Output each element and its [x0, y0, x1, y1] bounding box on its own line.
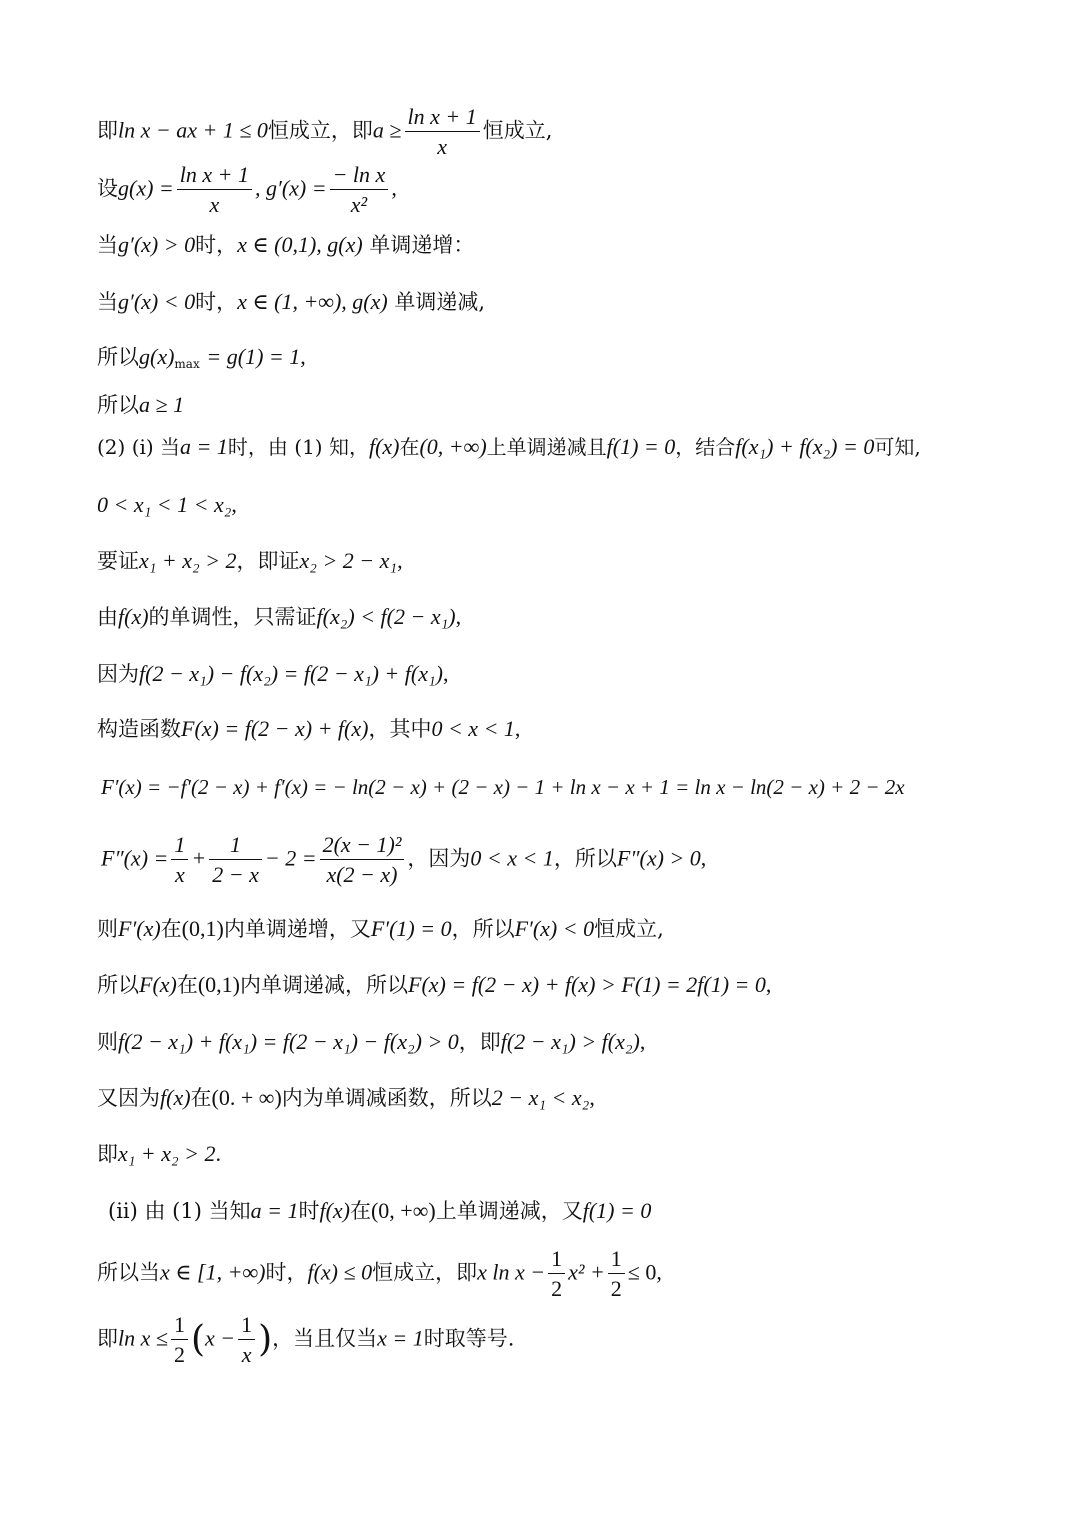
fraction [209, 832, 262, 888]
text: . [215, 1141, 222, 1166]
text: 时取等号. [423, 1326, 515, 1351]
text: 恒成立，即 [267, 118, 373, 143]
fraction [171, 832, 188, 888]
math: x ∈ (0,1), g(x) [237, 232, 363, 257]
math: ln x ≤ [118, 1325, 168, 1351]
text: 由 [97, 605, 118, 629]
subscript: max [174, 357, 200, 371]
text: ，当且仅当 [272, 1326, 378, 1351]
math: a ≥ [372, 117, 402, 143]
text: ，因为 [407, 846, 471, 871]
denominator: 2 [610, 1276, 622, 1302]
line-9 [97, 550, 403, 572]
math: (0,1) [181, 916, 224, 941]
numerator: 1 [548, 1246, 565, 1274]
line-15 [97, 918, 664, 940]
math: 0 < x < 1 [470, 845, 554, 871]
text: , [514, 716, 521, 741]
line-22 [97, 1312, 514, 1368]
text: , [639, 1029, 646, 1054]
text: 又因为 [97, 1086, 160, 1110]
text: 当 [97, 233, 118, 257]
math: f(1) = 0 [606, 434, 676, 459]
math: g′(x) > 0 [118, 232, 196, 257]
text: 所以 [97, 345, 139, 369]
text: 内为单调减函数，所以 [281, 1086, 492, 1110]
line-16 [97, 974, 771, 996]
math: (0, +∞) [370, 1198, 436, 1223]
text: , [589, 1085, 595, 1110]
text: 即 [97, 118, 118, 143]
left-paren: ( [190, 1318, 205, 1360]
math: x ln x − [477, 1259, 546, 1285]
numerator: − ln x [330, 162, 389, 190]
text: 当 [97, 290, 118, 314]
numerator: ln x + 1 [405, 104, 480, 132]
line-21 [97, 1246, 662, 1302]
fraction [608, 1246, 625, 1302]
math: a ≥ 1 [139, 392, 185, 417]
line-4 [97, 291, 485, 313]
denominator: 2 − x [212, 862, 259, 888]
text: 单调递增： [369, 233, 475, 257]
text: (2) (i) 当 [97, 435, 181, 459]
numerator: 2(x − 1)² [320, 832, 405, 860]
text: 时 [298, 1199, 320, 1223]
line-1 [97, 104, 552, 160]
line-18 [97, 1087, 595, 1109]
math: f(1) = 0 [582, 1198, 652, 1223]
text: , [442, 661, 449, 686]
text: 则 [97, 917, 118, 941]
fraction [330, 162, 389, 218]
fraction [548, 1246, 565, 1302]
right-paren: ) [258, 1318, 273, 1360]
text: 在 [190, 1086, 212, 1110]
text: 设 [97, 176, 118, 201]
line-5 [97, 346, 306, 370]
text: 时， [265, 1260, 308, 1285]
text: ，结合 [675, 435, 736, 459]
math: = g(1) = 1 [206, 344, 301, 369]
text: ，其中 [368, 717, 432, 741]
math: f(x) [118, 604, 149, 629]
text: 时，由 (1) 知， [227, 435, 369, 459]
text: 时， [195, 233, 238, 257]
denominator: x(2 − x) [326, 862, 398, 888]
line-10 [97, 606, 461, 628]
math: F″(x) > 0 [616, 845, 701, 871]
line-2 [97, 162, 397, 218]
text: ，所以 [451, 917, 515, 941]
denominator: x [209, 192, 220, 218]
math: x₁ + x₂ > 2 [118, 1141, 216, 1166]
text: , [656, 1259, 662, 1285]
text: 在 [349, 1199, 371, 1223]
text: 可知, [874, 435, 921, 459]
text: 即 [97, 1326, 118, 1351]
text: , [300, 344, 306, 369]
text: , [455, 604, 462, 629]
line-6 [97, 394, 184, 416]
numerator: ln x + 1 [177, 162, 252, 190]
math: f(2 − x₁) − f(x₂) = f(2 − x₁) + f(x₁) [139, 661, 443, 686]
denominator: 2 [173, 1342, 185, 1368]
text: 在 [399, 435, 420, 459]
text: 上单调递减且 [486, 435, 607, 459]
math: g′(x) < 0 [118, 289, 196, 314]
line-13 [101, 777, 905, 798]
math: F′(x) = −f′(2 − x) + f′(x) = − ln(2 − x) + (2 − x) − 1 + ln x − x + 1 = ln x − ln(2 − x) + 2 − 2x [101, 775, 905, 799]
text: 恒成立，即 [372, 1260, 478, 1285]
math: 2 − x₁ < x₂ [491, 1085, 590, 1110]
math: x − [205, 1325, 236, 1351]
line-14 [101, 832, 706, 888]
numerator: 1 [171, 1312, 188, 1340]
line-7 [97, 436, 921, 458]
numerator: 1 [209, 832, 262, 860]
text: ，即 [458, 1030, 501, 1054]
math: a = 1 [250, 1198, 299, 1223]
math: ln x − ax + 1 ≤ 0 [118, 117, 268, 143]
text: 在 [176, 973, 198, 997]
line-8 [97, 494, 237, 516]
math: g(x) = [118, 175, 174, 201]
math: F(x) = f(2 − x) + f(x) [181, 716, 369, 741]
line-19 [97, 1143, 221, 1165]
text: 则 [97, 1030, 118, 1054]
math: + [191, 845, 207, 871]
math: f(x₁) + f(x₂) = 0 [735, 434, 875, 459]
line-17 [97, 1031, 645, 1053]
denominator: x [241, 1342, 252, 1368]
text: 内单调递增，又 [223, 917, 371, 941]
math: f(2 − x₁) > f(x₂) [500, 1029, 640, 1054]
denominator: 2 [551, 1276, 563, 1302]
math: F′(1) = 0 [370, 916, 452, 941]
text: ，即证 [236, 549, 300, 573]
math: F′(x) [118, 916, 161, 941]
math: x ∈ [1, +∞) [160, 1259, 266, 1285]
text: 内单调递减，所以 [240, 973, 409, 997]
fraction [171, 1312, 188, 1368]
text: , [391, 175, 397, 201]
fraction [320, 832, 405, 888]
math: (0. + ∞) [211, 1085, 282, 1110]
math: f(x) ≤ 0 [307, 1259, 373, 1285]
text: 时， [195, 290, 238, 314]
math: 0 < x₁ < 1 < x₂ [97, 492, 232, 517]
math: f(x₂) < f(2 − x₁) [316, 604, 456, 629]
denominator: x [174, 862, 185, 888]
math: a = 1 [180, 434, 228, 459]
text: 要证 [97, 549, 139, 573]
math: ≤ 0 [627, 1259, 657, 1285]
math: F″(x) = [101, 845, 169, 871]
text: 单调递减, [394, 290, 486, 314]
text: (ii) 由 (1) 当知 [108, 1199, 251, 1223]
text: 因为 [97, 662, 139, 686]
math: F(x) = f(2 − x) + f(x) > F(1) = 2f(1) = 0 [408, 972, 766, 997]
math: g(x) [139, 344, 175, 369]
math: x₂ > 2 − x₁ [299, 548, 398, 573]
text: 即 [97, 1142, 118, 1166]
line-3 [97, 234, 474, 256]
line-11 [97, 663, 448, 685]
text: 所以 [97, 973, 139, 997]
math: F′(x) < 0 [514, 916, 595, 941]
numerator: 1 [238, 1312, 255, 1340]
text: 所以 [97, 393, 139, 417]
math: F(x) [139, 972, 177, 997]
math: − 2 = [264, 845, 317, 871]
math: f(2 − x₁) + f(x₁) = f(2 − x₁) − f(x₂) > 0 [118, 1029, 459, 1054]
math: x = 1 [377, 1325, 424, 1351]
text: , [397, 548, 403, 573]
fraction [405, 104, 480, 160]
text: 在 [160, 917, 182, 941]
denominator: x² [350, 192, 368, 218]
text: 恒成立, [594, 917, 664, 941]
math: f(x) [368, 434, 400, 459]
math: x ∈ (1, +∞), g(x) [237, 289, 388, 314]
math: 0 < x < 1 [431, 716, 515, 741]
text: 恒成立, [482, 118, 553, 143]
math: (0,1) [197, 972, 241, 997]
text: 的单调性，只需证 [148, 605, 317, 629]
text: , [700, 845, 707, 871]
text: ，所以 [553, 846, 617, 871]
text: , [231, 492, 237, 517]
math: x² + [568, 1259, 605, 1285]
numerator: 1 [608, 1246, 625, 1274]
math: x₁ + x₂ > 2 [139, 548, 237, 573]
math: (0, +∞) [419, 434, 487, 459]
fraction [177, 162, 252, 218]
text: , [765, 972, 772, 997]
line-20 [108, 1200, 651, 1222]
math: f(x) [319, 1198, 350, 1223]
math: , g′(x) = [255, 175, 327, 201]
text: 上单调递减，又 [435, 1199, 583, 1223]
denominator: x [437, 134, 447, 160]
math: f(x) [160, 1085, 191, 1110]
fraction [238, 1312, 255, 1368]
numerator: 1 [171, 832, 188, 860]
line-12 [97, 718, 520, 740]
text: 构造函数 [97, 717, 181, 741]
text: 所以当 [97, 1260, 160, 1285]
